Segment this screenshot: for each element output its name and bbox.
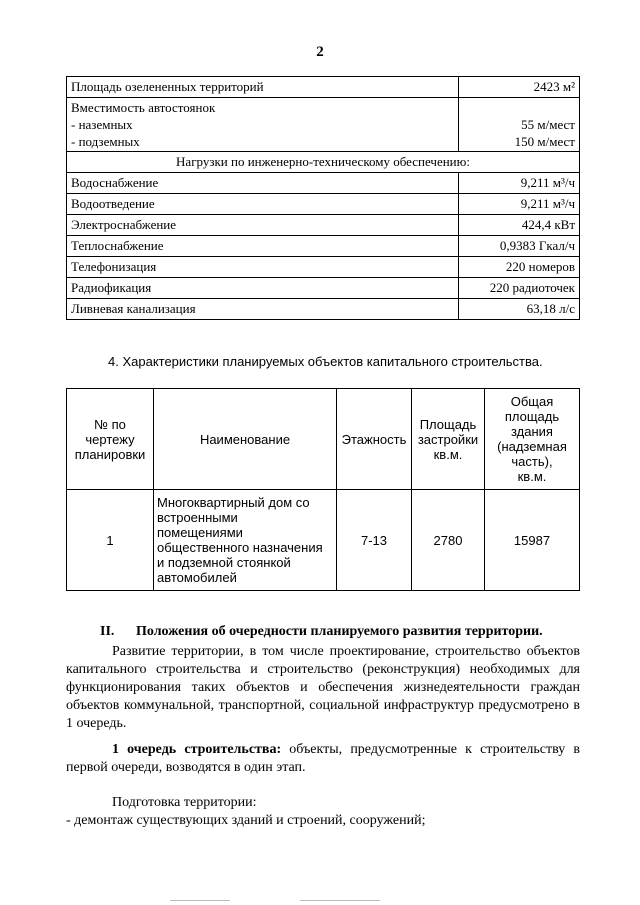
name-line: общественного назначения: [157, 540, 323, 555]
row-value: 63,18 л/с: [459, 299, 580, 320]
row-value: 424,4 кВт: [459, 215, 580, 236]
row-label: Радиофикация: [67, 278, 459, 299]
header-line: площадь: [504, 409, 560, 424]
cell-area-built: 2780: [412, 490, 485, 591]
prep-item: - демонтаж существующих зданий и строений, сооружений;: [66, 813, 426, 828]
table-row: [67, 490, 580, 591]
table-row: [67, 173, 580, 194]
table-row: [67, 257, 580, 278]
row-label: - наземных: [71, 117, 133, 132]
name-line: автомобилей: [157, 570, 237, 585]
header-line: Общая: [510, 394, 554, 409]
cell-number: 1: [67, 490, 154, 591]
row-label: Вместимость автостоянок: [71, 100, 216, 115]
row-label: - подземных: [71, 134, 140, 149]
name-line: встроенными: [157, 510, 238, 525]
stage-label: 1 очередь строительства:: [112, 742, 282, 757]
section2-title: Положения об очередности планируемого развития территории.: [136, 624, 543, 639]
header-line: № по: [94, 416, 126, 432]
header-line: Площадь: [419, 416, 477, 432]
row-value: 0,9383 Гкал/ч: [459, 236, 580, 257]
cell-area-total: 15987: [485, 490, 580, 591]
row-label: Ливневая канализация: [67, 299, 459, 320]
table-row: [67, 215, 580, 236]
name-line: Многоквартирный дом со: [157, 495, 310, 510]
prep-title: Подготовка территории:: [112, 795, 257, 810]
table-row: [67, 98, 580, 152]
parking-label: [67, 98, 459, 152]
header-line: кв.м.: [433, 446, 463, 462]
name-line: и подземной стоянкой: [157, 555, 291, 570]
header-name: Наименование: [154, 389, 337, 490]
row-label: Теплоснабжение: [67, 236, 459, 257]
header-line: чертежу: [85, 431, 135, 447]
table-row: [67, 278, 580, 299]
scan-artifact: [170, 900, 230, 901]
stage-text: объекты, предусмотренные к строительству в первой очереди, возводятся в один этап.: [66, 742, 580, 775]
parking-values: [459, 98, 580, 152]
table-row: [67, 194, 580, 215]
page-number: 2: [316, 44, 324, 60]
header-line: кв.м.: [517, 469, 547, 484]
row-label: Электроснабжение: [67, 215, 459, 236]
header-area-built: [412, 389, 485, 490]
paragraph-stage: [66, 741, 580, 777]
row-label: Площадь озелененных территорий: [67, 77, 459, 98]
row-value: 55 м/мест: [521, 117, 575, 132]
row-label: Водоснабжение: [67, 173, 459, 194]
header-line: часть),: [511, 454, 553, 469]
header-line: (надземная: [497, 439, 567, 454]
cell-name: [154, 490, 337, 591]
row-value: 9,211 м³/ч: [459, 194, 580, 215]
header-number: [67, 389, 154, 490]
section2-number: II.: [100, 624, 115, 639]
row-value: 150 м/мест: [514, 134, 575, 149]
cell-floors: 7-13: [337, 490, 412, 591]
header-line: здания: [511, 424, 553, 439]
header-line: планировки: [74, 446, 146, 462]
loads-header: Нагрузки по инженерно-техническому обеспечению:: [67, 152, 580, 173]
row-value: 2423 м²: [459, 77, 580, 98]
header-area-total: [485, 389, 580, 490]
paragraph-development: Развитие территории, в том числе проектирование, строительство объектов капитального строительства и строительство (реконструкция) необходимых для функционирования таких объектов и обеспечения жизнедеятельности граждан объектов коммунальной, транспортной, социальной инфраструктур предусмотрено в 1 очередь.: [66, 644, 580, 731]
section4-title: 4. Характеристики планируемых объектов капитального строительства.: [108, 354, 543, 369]
section2-heading: [100, 624, 543, 640]
indicators-table: [66, 76, 580, 320]
table-row: [67, 152, 580, 173]
table-row: [67, 77, 580, 98]
table-row: [67, 299, 580, 320]
scan-artifact: [300, 900, 380, 901]
header-line: застройки: [417, 431, 479, 447]
name-line: помещениями: [157, 525, 243, 540]
row-value: 220 радиоточек: [459, 278, 580, 299]
table-row: [67, 236, 580, 257]
table-header-row: [67, 389, 580, 490]
objects-table: [66, 388, 580, 591]
row-label: Телефонизация: [67, 257, 459, 278]
row-value: 220 номеров: [459, 257, 580, 278]
header-floors: Этажность: [337, 389, 412, 490]
row-value: 9,211 м³/ч: [459, 173, 580, 194]
row-label: Водоотведение: [67, 194, 459, 215]
